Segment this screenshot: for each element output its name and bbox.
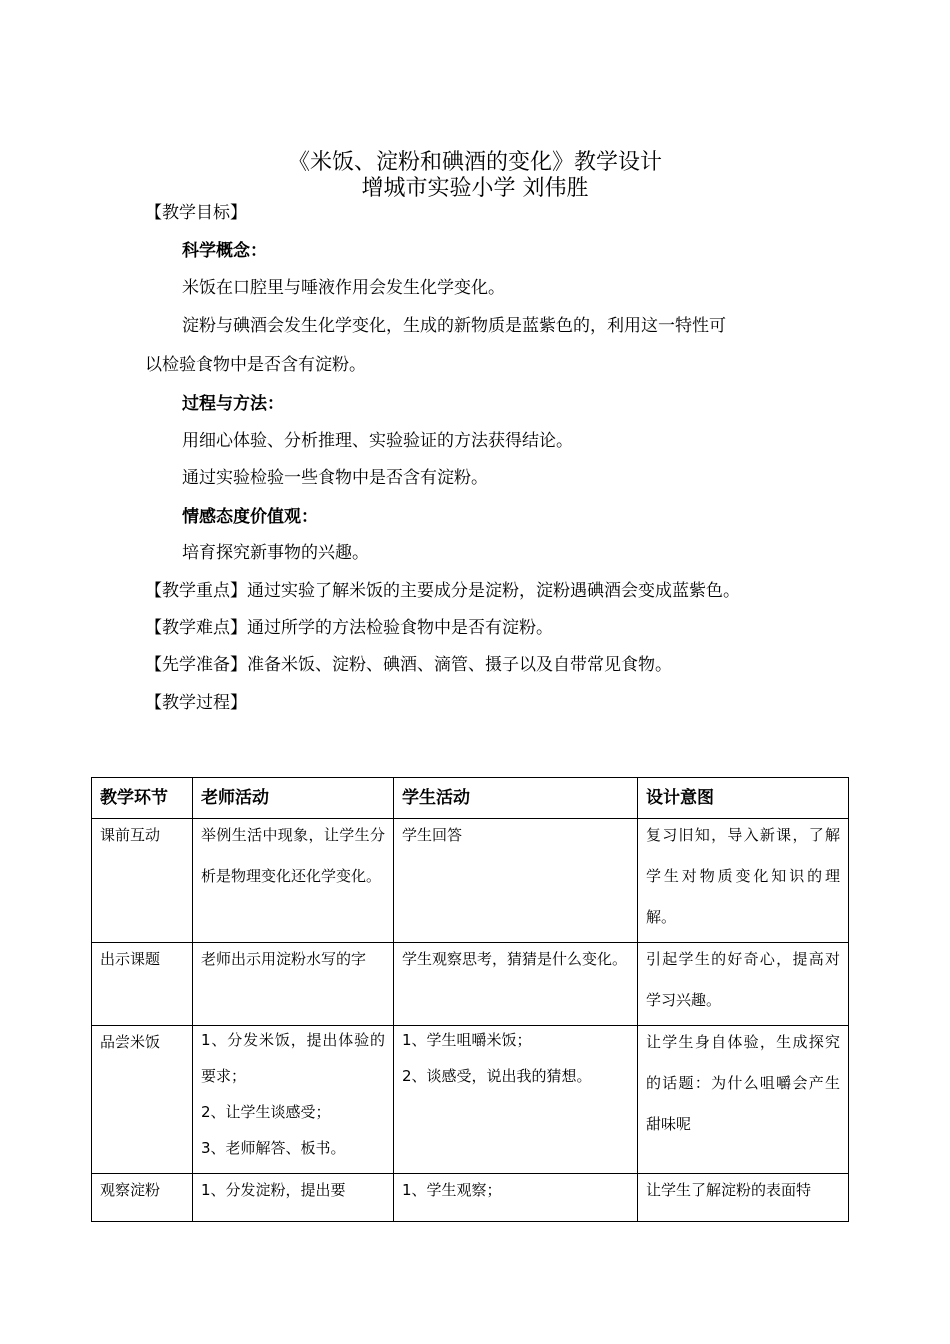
teacher-step: 3、老师解答、板书。 [201, 1139, 346, 1157]
student-step: 1、学生咀嚼米饭； [402, 1031, 532, 1049]
process-line-1: 用细心体验、分析推理、实验验证的方法获得结论。 [182, 431, 573, 451]
student-cell: 学生观察思考，猜猜是什么变化。 [394, 943, 638, 1026]
preparation [145, 654, 672, 676]
teacher-cell: 1、分发淀粉，提出要 [193, 1174, 394, 1222]
key-point [145, 580, 740, 602]
header-student: 学生活动 [394, 778, 638, 819]
emotion-label: 情感态度价值观： [182, 507, 318, 527]
intent-cell: 让学生身自体验，生成探究的话题：为什么咀嚼会产生甜味呢 [638, 1026, 849, 1174]
key-point-label: 【教学重点】 [145, 581, 247, 601]
document-title: 《米饭、淀粉和碘酒的变化》教学设计 [287, 150, 662, 175]
table-header-row [92, 778, 849, 819]
lesson-plan-table [91, 777, 849, 1222]
process-line-2: 通过实验检验一些食物中是否含有淀粉。 [182, 468, 488, 488]
student-cell [394, 1026, 638, 1174]
table-row [92, 819, 849, 943]
preparation-label: 【先学准备】 [145, 655, 247, 675]
student-cell: 1、学生观察； [394, 1174, 638, 1222]
science-line-3: 以检验食物中是否含有淀粉。 [145, 355, 366, 375]
stage-cell: 出示课题 [92, 943, 193, 1026]
document-author: 增城市实验小学 刘伟胜 [361, 176, 589, 201]
header-stage: 教学环节 [92, 778, 193, 819]
preparation-text: 准备米饭、淀粉、碘酒、滴管、摄子以及自带常见食物。 [247, 655, 672, 675]
process-method-label: 过程与方法： [182, 394, 284, 414]
emotion-line-1: 培育探究新事物的兴趣。 [182, 543, 369, 563]
teacher-step: 2、让学生谈感受； [201, 1103, 331, 1121]
intent-cell: 复习旧知，导入新课，了解学生对物质变化知识的理解。 [638, 819, 849, 943]
header-intent: 设计意图 [638, 778, 849, 819]
stage-cell: 观察淀粉 [92, 1174, 193, 1222]
difficulty-label: 【教学难点】 [145, 618, 247, 638]
intent-cell: 引起学生的好奇心，提高对学习兴趣。 [638, 943, 849, 1026]
key-point-text: 通过实验了解米饭的主要成分是淀粉，淀粉遇碘酒会变成蓝紫色。 [247, 581, 740, 601]
teacher-cell: 老师出示用淀粉水写的字 [193, 943, 394, 1026]
student-cell: 学生回答 [394, 819, 638, 943]
science-concept-label: 科学概念： [182, 241, 267, 261]
science-line-2: 淀粉与碘酒会发生化学变化，生成的新物质是蓝紫色的，利用这一特性可 [182, 316, 726, 336]
student-step: 2、谈感受，说出我的猜想。 [402, 1067, 592, 1085]
header-teacher: 老师活动 [193, 778, 394, 819]
stage-cell: 课前互动 [92, 819, 193, 943]
objectives-heading: 【教学目标】 [145, 203, 247, 223]
science-line-1: 米饭在口腔里与唾液作用会发生化学变化。 [182, 278, 505, 298]
table-row [92, 1174, 849, 1222]
teacher-cell [193, 1026, 394, 1174]
stage-cell: 品尝米饭 [92, 1026, 193, 1174]
difficulty [145, 617, 553, 639]
table-row [92, 1026, 849, 1174]
teacher-cell: 举例生活中现象，让学生分析是物理变化还化学变化。 [193, 819, 394, 943]
table-row [92, 943, 849, 1026]
difficulty-text: 通过所学的方法检验食物中是否有淀粉。 [247, 618, 553, 638]
process-heading: 【教学过程】 [145, 693, 247, 713]
intent-cell: 让学生了解淀粉的表面特 [638, 1174, 849, 1222]
teacher-step: 1、分发米饭，提出体验的要求； [201, 1031, 385, 1085]
